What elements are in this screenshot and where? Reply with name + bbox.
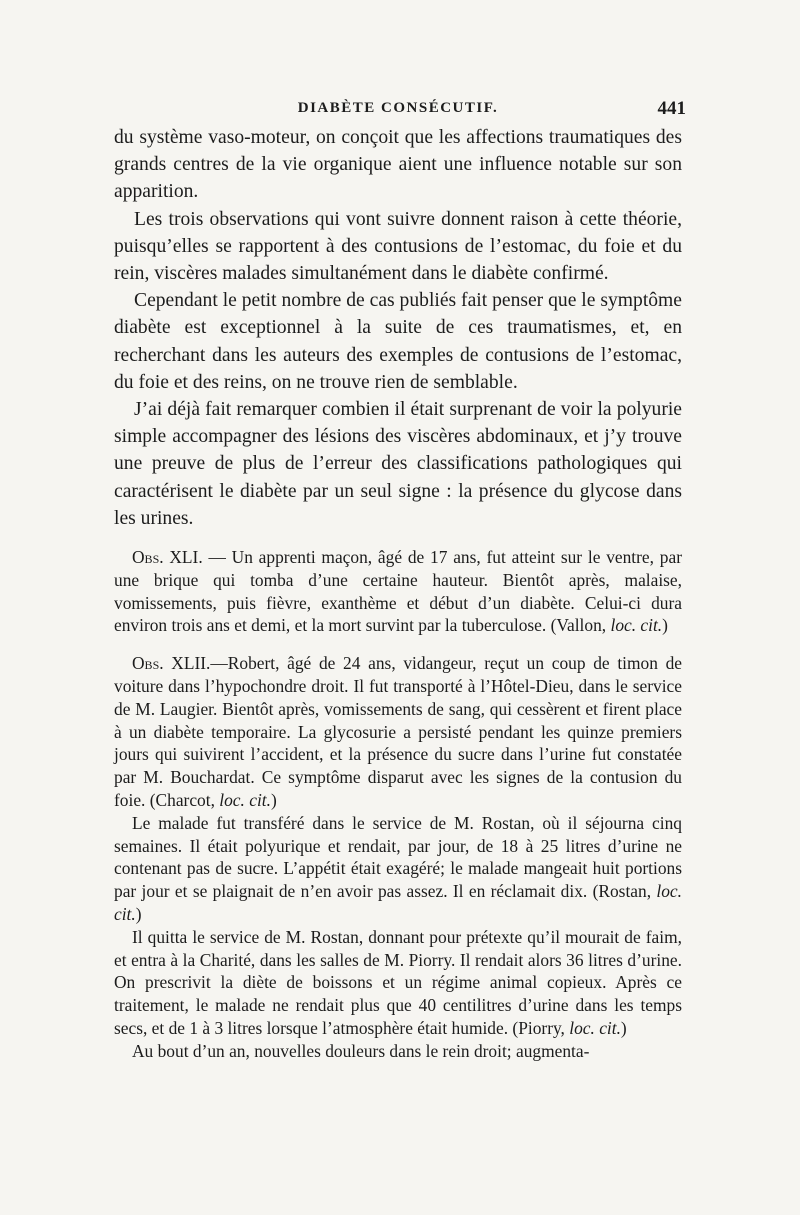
observations-block	[114, 532, 682, 1063]
page-number: 441	[657, 98, 686, 119]
observation-label: Obs. XLI.	[132, 547, 203, 568]
citation-close: )	[620, 1017, 627, 1038]
observation-42	[114, 652, 682, 812]
observation-paragraph	[114, 1040, 682, 1063]
citation-close: )	[662, 615, 668, 636]
observation-paragraph	[114, 812, 682, 926]
observation-41	[114, 546, 682, 637]
observation-text: Le malade fut transféré dans le service de M. Rostan, où il séjourna cinq semaines. Il était polyurique et rendait, par jour, de 18 à 25 litres d’urine ne contenant pas de sucre. L’appétit était exagéré; le malade mangeait huit portions par jour et se plaignait de n’en avoir pas assez. Il en réclamait dix. (Rostan,	[114, 812, 682, 902]
running-title: DIABÈTE CONSÉCUTIF.	[297, 100, 499, 116]
citation-ref: loc. cit.	[114, 881, 682, 924]
citation-close: )	[135, 904, 142, 924]
paragraph: du système vaso-moteur, on conçoit que les affections traumatiques des grands centres de la vie organique aient une influence notable sur son apparition.	[114, 127, 682, 203]
paragraph: J’ai déjà fait remarquer combien il était surprenant de voir la polyurie simple accompagner des lésions des viscères abdominaux, et j’y trouve une preuve de plus de l’erreur des classifications pathologiques qui caractérisent le diabète par un seul signe : la présence du glycose dans les urines.	[114, 399, 682, 529]
observation-text: — Un apprenti maçon, âgé de 17 ans, fut atteint sur le ventre, par une brique qui tomba d’une certaine hauteur. Bientôt après, malaise, vomissements, puis fièvre, exanthème et début d’un diabète. Celui-ci dura environ trois ans et demi, et la mort survint par la tuberculose. (Vallon,	[114, 547, 682, 636]
spacer	[114, 637, 682, 652]
running-head	[114, 96, 686, 124]
paragraph: Cependant le petit nombre de cas publiés fait penser que le symptôme diabète est exceptionnel à la suite de ces traumatismes, et, en recherchant dans les auteurs des exemples de contusions de l’estomac, du foie et des reins, on ne trouve rien de semblable.	[114, 290, 682, 393]
paragraph: Les trois observations qui vont suivre donnent raison à cette théorie, puisqu’elles se rapportent à des contusions de l’estomac, du foie et du rein, viscères malades simultanément dans le diabète confirmé.	[114, 208, 682, 285]
main-text	[114, 124, 682, 532]
citation-ref: loc. cit.	[569, 1017, 621, 1038]
citation-ref: loc. cit.	[610, 615, 663, 636]
citation-close: )	[270, 790, 277, 811]
citation-ref: loc. cit.	[219, 790, 271, 811]
observation-text: —Robert, âgé de 24 ans, vidangeur, reçut un coup de timon de voiture dans l’hypochondre droit. Il fut transporté à l’Hôtel-Dieu, dans le service de M. Laugier. Bientôt après, vomissements de sang, qui cessèrent et firent place à un diabète temporaire. La glycosurie a persisté pendant les quinze premiers jours qui suivirent l’accident, et la présence du sucre dans l’urine fut constatée par M. Bouchardat. Ce symptôme disparut avec les signes de la contusion du foie. (Charcot,	[114, 653, 682, 811]
observation-label: Obs. XLII.	[132, 653, 211, 674]
observation-text: Au bout d’un an, nouvelles douleurs dans le rein droit; augmenta-	[132, 1040, 590, 1061]
observation-text: Il quitta le service de M. Rostan, donnant pour prétexte qu’il mourait de faim, et entra à la Charité, dans les salles de M. Piorry. Il rendait alors 36 litres d’urine. On prescrivit la diète de boissons et un régime animal copieux. Après ce traitement, le malade ne rendait plus que 40 centilitres d’urine dans les temps secs, et de 1 à 3 litres lorsque l’atmosphère était humide. (Piorry,	[114, 926, 682, 1038]
observation-paragraph	[114, 926, 682, 1040]
